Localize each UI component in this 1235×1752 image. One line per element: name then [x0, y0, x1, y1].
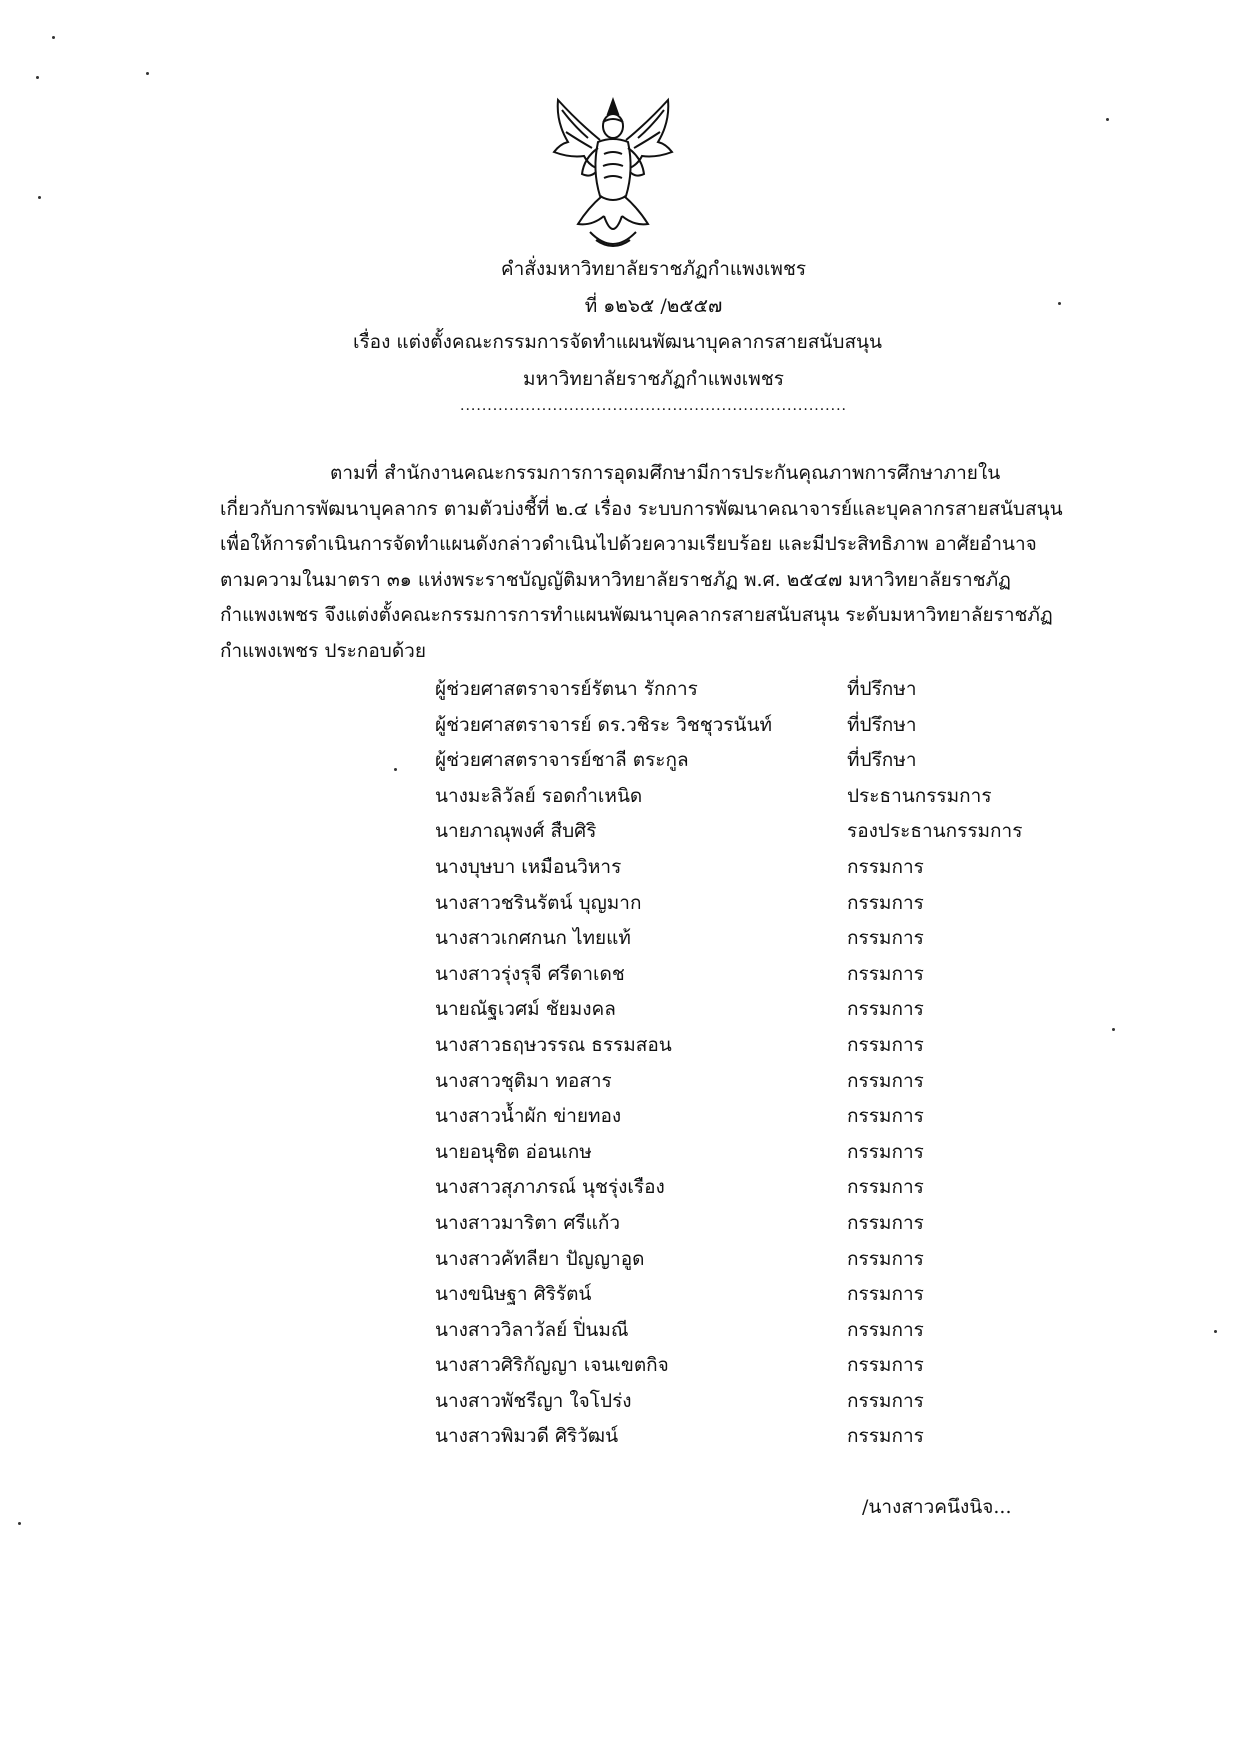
member-name: นางสาวศิริกัญญา เจนเขตกิจ [435, 1354, 669, 1377]
member-row [435, 1170, 1075, 1206]
member-row [435, 1135, 1075, 1171]
garuda-emblem-icon [548, 92, 678, 257]
member-name: นายอนุชิต อ่อนเกษ [435, 1140, 592, 1163]
member-name: ผู้ช่วยศาสตราจารย์ชาลี ตระกูล [435, 749, 689, 772]
member-row [435, 1242, 1075, 1278]
member-name: นางสาวคัทลียา ปัญญาอูด [435, 1247, 645, 1270]
body-line: ตามความในมาตรา ๓๑ แห่งพระราชบัญญัติมหาวิทยาลัยราชภัฏ พ.ศ. ๒๕๔๗ มหาวิทยาลัยราชภัฏ [220, 568, 1011, 591]
member-name: นางบุษบา เหมือนวิหาร [435, 855, 622, 878]
document-subject-continued: มหาวิทยาลัยราชภัฏกำแพงเพชร [523, 368, 784, 390]
member-row [435, 1028, 1075, 1064]
member-name: นางสาวพัชรีญา ใจโปร่ง [435, 1389, 632, 1412]
scan-speck [1058, 302, 1061, 305]
member-role: กรรมการ [847, 891, 924, 914]
member-role: กรรมการ [847, 1105, 924, 1128]
separator-line: ....................................................................... [460, 398, 847, 414]
member-name: นายภาณุพงศ์ สืบศิริ [435, 820, 597, 843]
member-role: กรรมการ [847, 1389, 924, 1412]
scan-speck [52, 36, 55, 39]
committee-member-list [435, 672, 1075, 1455]
scan-speck [18, 1522, 21, 1525]
member-role: กรรมการ [847, 1211, 924, 1234]
member-role: รองประธานกรรมการ [847, 820, 1023, 843]
member-role: ที่ปรึกษา [847, 678, 917, 700]
member-name: นางสาวเกศกนก ไทยแท้ [435, 927, 631, 950]
member-row [435, 743, 1075, 779]
member-row [435, 1348, 1075, 1384]
continuation-note: /นางสาวคนึงนิจ... [862, 1496, 1012, 1518]
member-role: กรรมการ [847, 927, 924, 950]
member-name: นายณัฐเวศม์ ชัยมงคล [435, 998, 616, 1021]
body-line: กำแพงเพชร จึงแต่งตั้งคณะกรรมการการทำแผนพัฒนาบุคลากรสายสนับสนุน ระดับมหาวิทยาลัยราชภัฏ [220, 604, 1053, 626]
member-row [435, 850, 1075, 886]
member-role: กรรมการ [847, 1069, 924, 1092]
member-row [435, 779, 1075, 815]
member-role: กรรมการ [847, 1425, 924, 1448]
member-row [435, 1064, 1075, 1100]
member-name: นางสาวชรินรัตน์ บุญมาก [435, 891, 642, 914]
scan-speck [1214, 1330, 1217, 1333]
document-number: ที่ ๑๒๖๕ /๒๕๕๗ [584, 295, 723, 317]
scan-speck [1106, 118, 1109, 121]
member-name: นางสาวมาริตา ศรีแก้ว [435, 1211, 620, 1234]
member-role: กรรมการ [847, 1318, 924, 1341]
member-role: กรรมการ [847, 1140, 924, 1163]
member-role: กรรมการ [847, 1354, 924, 1377]
member-row [435, 921, 1075, 957]
member-name: นางสาวชุติมา ทอสาร [435, 1069, 612, 1092]
member-row [435, 1099, 1075, 1135]
member-role: ที่ปรึกษา [847, 713, 917, 736]
body-line: ตามที่ สำนักงานคณะกรรมการการอุดมศึกษามีการประกันคุณภาพการศึกษาภายใน [330, 462, 1001, 484]
member-role: กรรมการ [847, 855, 924, 878]
member-row [435, 672, 1075, 708]
scan-speck [36, 76, 39, 79]
member-role: กรรมการ [847, 998, 924, 1021]
member-row [435, 992, 1075, 1028]
member-row [435, 1384, 1075, 1420]
member-name: นางสาวรุ่งรุจี ศรีดาเดช [435, 962, 625, 985]
member-name: นางสาวน้ำผัก ข่ายทอง [435, 1105, 622, 1128]
member-name: นางสาววิลาวัลย์ ปิ่นมณี [435, 1318, 629, 1341]
member-role: กรรมการ [847, 1176, 924, 1199]
body-line: กำแพงเพชร ประกอบด้วย [220, 639, 426, 662]
member-role: ที่ปรึกษา [847, 749, 917, 772]
member-role: กรรมการ [847, 1033, 924, 1056]
member-role: กรรมการ [847, 1247, 924, 1270]
member-name: นางสาวสุภาภรณ์ นุชรุ่งเรือง [435, 1176, 665, 1199]
member-name: นางสาวธฤษวรรณ ธรรมสอน [435, 1033, 672, 1056]
member-row [435, 1313, 1075, 1349]
member-row [435, 1206, 1075, 1242]
scan-speck [394, 768, 397, 771]
document-subject: เรื่อง แต่งตั้งคณะกรรมการจัดทำแผนพัฒนาบุคลากรสายสนับสนุน [352, 331, 883, 353]
member-name: นางขนิษฐา ศิริรัตน์ [435, 1283, 592, 1306]
member-row [435, 708, 1075, 744]
member-name: ผู้ช่วยศาสตราจารย์ ดร.วชิระ วิชชุวรนันท์ [435, 713, 772, 736]
scan-speck [146, 72, 149, 75]
member-role: ประธานกรรมการ [847, 784, 992, 807]
document-title: คำสั่งมหาวิทยาลัยราชภัฏกำแพงเพชร [500, 258, 807, 280]
member-role: กรรมการ [847, 962, 924, 985]
member-row [435, 957, 1075, 993]
member-row [435, 814, 1075, 850]
member-name: นางมะลิวัลย์ รอดกำเหนิด [435, 784, 643, 807]
member-row [435, 886, 1075, 922]
scan-speck [1112, 1028, 1115, 1031]
scan-speck [38, 196, 41, 199]
body-line: เพื่อให้การดำเนินการจัดทำแผนดังกล่าวดำเนินไปด้วยความเรียบร้อย และมีประสิทธิภาพ อาศัยอำนาจ [220, 533, 1037, 555]
member-row [435, 1419, 1075, 1455]
member-name: นางสาวพิมวดี ศิริวัฒน์ [435, 1425, 619, 1448]
member-name: ผู้ช่วยศาสตราจารย์รัตนา รักการ [435, 678, 698, 700]
body-line: เกี่ยวกับการพัฒนาบุคลากร ตามตัวบ่งชี้ที่ ๒.๔ เรื่อง ระบบการพัฒนาคณาจารย์และบุคลากรสายสนับสนุน [220, 497, 1063, 520]
member-role: กรรมการ [847, 1283, 924, 1306]
body-paragraph [220, 456, 1090, 669]
member-row [435, 1277, 1075, 1313]
